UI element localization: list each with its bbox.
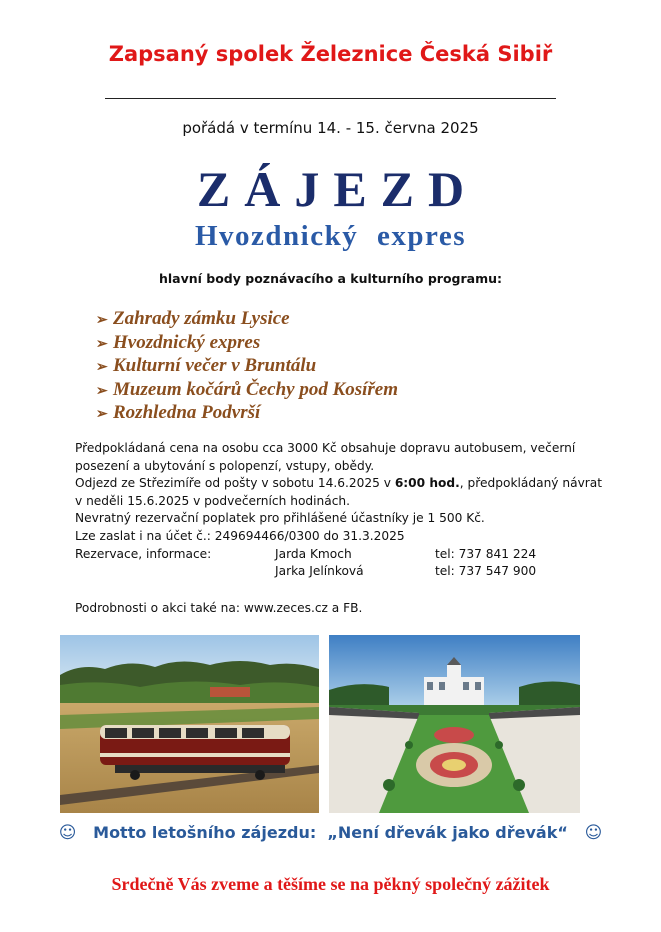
list-item (96, 331, 398, 355)
train-photo (60, 635, 319, 813)
closing-invitation: Srdečně Vás zveme a těšíme se na pěkný společný zážitek (111, 874, 550, 894)
smiley-icon: ☺ (584, 823, 603, 843)
highlight-text: Muzeum kočárů Čechy pod Kosířem (113, 378, 399, 400)
return-line: v neděli 15.6.2025 v podvečerních hodinách. (75, 493, 351, 508)
list-item (96, 378, 398, 402)
departure-text: Odjezd ze Střezimíře od pošty v sobotu 14.6.2025 v (75, 476, 395, 491)
motto-label: Motto letošního zájezdu: (93, 823, 317, 842)
arrow-bullet-icon: ➢ (96, 313, 108, 328)
motto-quote: „Není dřevák jako dřevák“ (327, 823, 568, 842)
divider-line (105, 98, 556, 99)
highlight-text: Zahrady zámku Lysice (113, 308, 290, 329)
chateau-garden-photo (329, 635, 580, 813)
motto-line (0, 823, 661, 843)
contact-name: Jarda Kmoch (275, 546, 352, 561)
fee-line: Nevratný rezervační poplatek pro přihlášené účastníky je 1 500 Kč. (75, 511, 485, 526)
trip-info (75, 440, 603, 581)
arrow-bullet-icon: ➢ (96, 360, 108, 375)
contact-phone: tel: 737 841 224 (435, 546, 537, 561)
train-illustration (60, 635, 319, 813)
highlight-text: Kulturní večer v Bruntálu (113, 355, 317, 376)
organizer-heading: Zapsaný spolek Železnice Česká Sibiř (108, 42, 553, 66)
page-title: ZÁJEZD (196, 161, 479, 217)
list-item (96, 354, 398, 378)
contact-name: Jarka Jelínková (275, 564, 364, 579)
arrow-bullet-icon: ➢ (96, 336, 108, 352)
contact-phone: tel: 737 547 900 (435, 564, 537, 579)
departure-time: 6:00 hod. (394, 476, 460, 491)
program-heading: hlavní body poznávacího a kulturního programu: (158, 271, 503, 286)
highlights-list (96, 307, 398, 425)
list-item (96, 307, 398, 331)
return-text: , předpokládaný návrat (459, 476, 603, 491)
price-line: Předpokládaná cena na osobu cca 3000 Kč obsahuje dopravu autobusem, večerní (75, 441, 576, 455)
chateau-illustration (329, 635, 580, 813)
highlight-text: Rozhledna Podvrší (113, 402, 261, 423)
web-info-line: Podrobnosti o akci také na: www.zeces.cz a FB. (75, 601, 363, 615)
price-line-2: posezení a ubytování s polopenzí, vstupy, obědy. (75, 458, 375, 473)
contact-row (75, 563, 595, 581)
list-item (96, 401, 398, 425)
page-subtitle: Hvozdnický expres (195, 220, 466, 252)
arrow-bullet-icon: ➢ (96, 383, 108, 399)
departure-line (75, 475, 603, 493)
account-line: Lze zaslat i na účet č.: 249694466/0300 do 31.3.2025 (75, 528, 405, 543)
arrow-bullet-icon: ➢ (96, 407, 108, 422)
date-line: pořádá v termínu 14. - 15. června 2025 (182, 119, 479, 137)
highlight-text: Hvozdnický expres (113, 331, 261, 353)
smiley-icon: ☺ (58, 823, 77, 843)
contact-row (75, 546, 595, 564)
contact-label: Rezervace, informace: (75, 546, 212, 561)
